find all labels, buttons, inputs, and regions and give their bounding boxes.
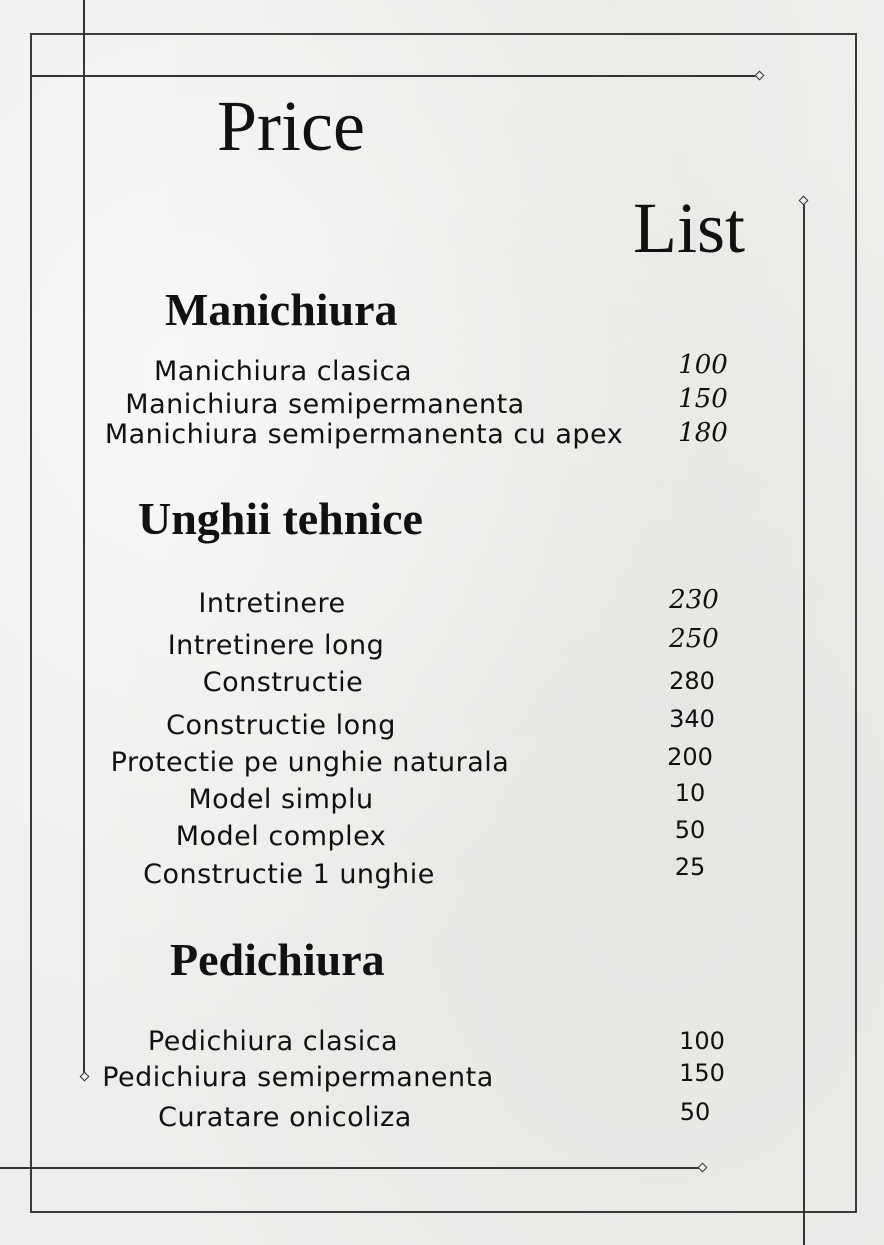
item-price: 180 bbox=[678, 418, 728, 448]
item-price: 280 bbox=[669, 667, 715, 695]
item-name: Model complex bbox=[175, 821, 387, 852]
item-name: Pedichiura semipermanenta bbox=[102, 1062, 494, 1093]
item-price: 25 bbox=[674, 853, 706, 881]
item-price: 50 bbox=[679, 1098, 711, 1126]
item-name: Constructie long bbox=[166, 710, 396, 741]
left-vertical-rule bbox=[83, 0, 85, 1078]
item-name: Model simplu bbox=[188, 784, 374, 815]
item-name: Curatare onicoliza bbox=[158, 1102, 412, 1133]
item-price: 50 bbox=[674, 816, 706, 844]
section-heading-manichiura: Manichiura bbox=[165, 284, 398, 335]
section-heading-unghii-tehnice: Unghii tehnice bbox=[138, 493, 423, 544]
top-horizontal-rule bbox=[30, 75, 760, 77]
item-price: 340 bbox=[669, 705, 715, 733]
item-price: 200 bbox=[667, 743, 713, 771]
item-name: Constructie 1 unghie bbox=[143, 859, 435, 890]
item-price: 230 bbox=[669, 585, 719, 615]
item-price: 250 bbox=[669, 624, 719, 654]
item-price: 150 bbox=[678, 384, 728, 414]
item-price: 100 bbox=[678, 350, 728, 380]
item-price: 150 bbox=[679, 1059, 725, 1087]
item-name: Constructie bbox=[202, 667, 364, 698]
item-name: Intretinere long bbox=[167, 630, 385, 661]
title-list: List bbox=[633, 188, 746, 268]
bottom-horizontal-rule bbox=[0, 1167, 703, 1169]
item-price: 100 bbox=[679, 1027, 725, 1055]
title-price: Price bbox=[217, 86, 365, 166]
item-name: Manichiura semipermanenta bbox=[125, 389, 525, 420]
item-name: Intretinere bbox=[198, 588, 346, 619]
item-name: Protectie pe unghie naturala bbox=[110, 747, 510, 778]
item-name: Pedichiura clasica bbox=[147, 1026, 399, 1057]
item-price: 10 bbox=[674, 779, 706, 807]
item-name: Manichiura clasica bbox=[153, 356, 413, 387]
section-heading-pedichiura: Pedichiura bbox=[170, 934, 385, 985]
item-name: Manichiura semipermanenta cu apex bbox=[104, 419, 624, 450]
right-vertical-rule bbox=[803, 200, 805, 1245]
